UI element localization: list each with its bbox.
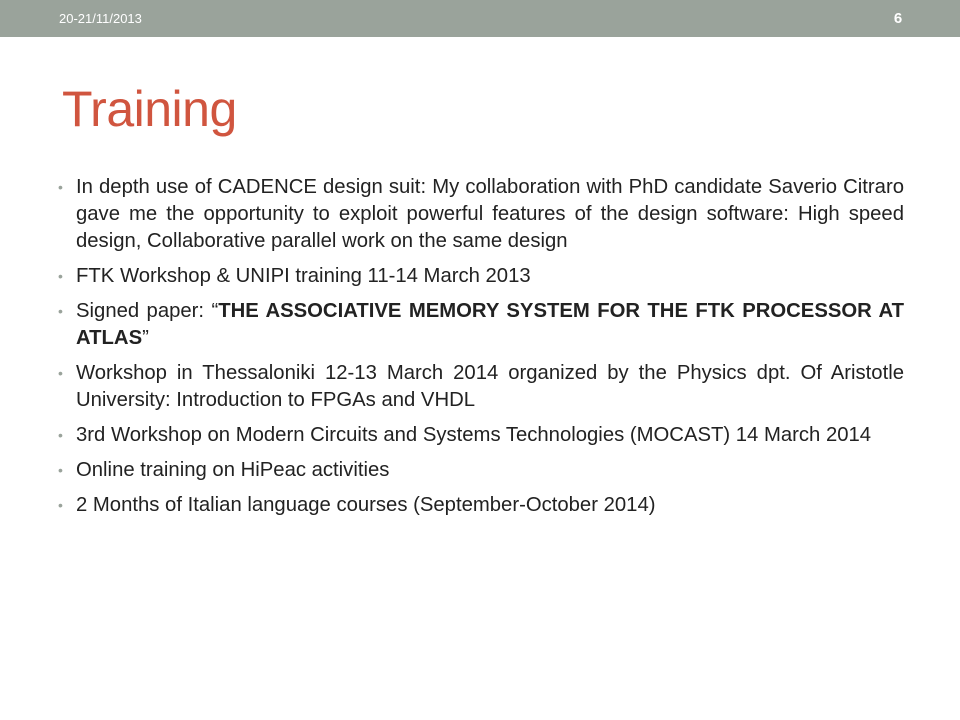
- bullet-text: In depth use of CADENCE design suit: My collaboration with PhD candidate Saverio Citraro gave me the opportunity to exploit powerful features of the design software: High speed design, Collaborative parallel work on the same design: [76, 176, 904, 252]
- bullet-icon: •: [58, 365, 63, 381]
- bullet-text: 3rd Workshop on Modern Circuits and Systems Technologies (MOCAST) 14 March 2014: [76, 424, 872, 446]
- bullet-text-prefix: Signed paper: “: [76, 300, 219, 322]
- bullet-icon: •: [58, 303, 63, 319]
- bullet-icon: •: [58, 179, 63, 195]
- bullet-text: Online training on HiPeac activities: [76, 459, 390, 481]
- bullet-item-hipeac: [58, 457, 904, 484]
- bullet-item-cadence: [58, 174, 904, 255]
- bullet-text: Workshop in Thessaloniki 12-13 March 2014 organized by the Physics dpt. Of Aristotle University: Introduction to FPGAs and VHDL: [76, 362, 904, 411]
- bullet-text-suffix: ”: [142, 327, 149, 349]
- header-date: 20-21/11/2013: [59, 11, 142, 26]
- bullet-text: 2 Months of Italian language courses (September-October 2014): [76, 494, 656, 516]
- bullet-icon: •: [58, 497, 63, 513]
- page-number: 6: [893, 10, 903, 27]
- bullet-icon: •: [58, 427, 63, 443]
- bullet-item-italian: [58, 492, 904, 519]
- paper-title: THE ASSOCIATIVE MEMORY SYSTEM FOR THE FTK PROCESSOR AT ATLAS: [76, 300, 904, 349]
- header-bar: [0, 0, 960, 37]
- slide-title: Training: [62, 81, 237, 137]
- bullet-item-signed-paper: [58, 298, 904, 352]
- bullet-item-thessaloniki: [58, 360, 904, 414]
- bullet-item-mocast: [58, 422, 904, 449]
- bullet-icon: •: [58, 268, 63, 284]
- bullet-item-ftk-workshop: [58, 263, 904, 290]
- bullet-icon: •: [58, 462, 63, 478]
- bullet-list: [58, 174, 904, 527]
- bullet-text: FTK Workshop & UNIPI training 11-14 March 2013: [76, 265, 531, 287]
